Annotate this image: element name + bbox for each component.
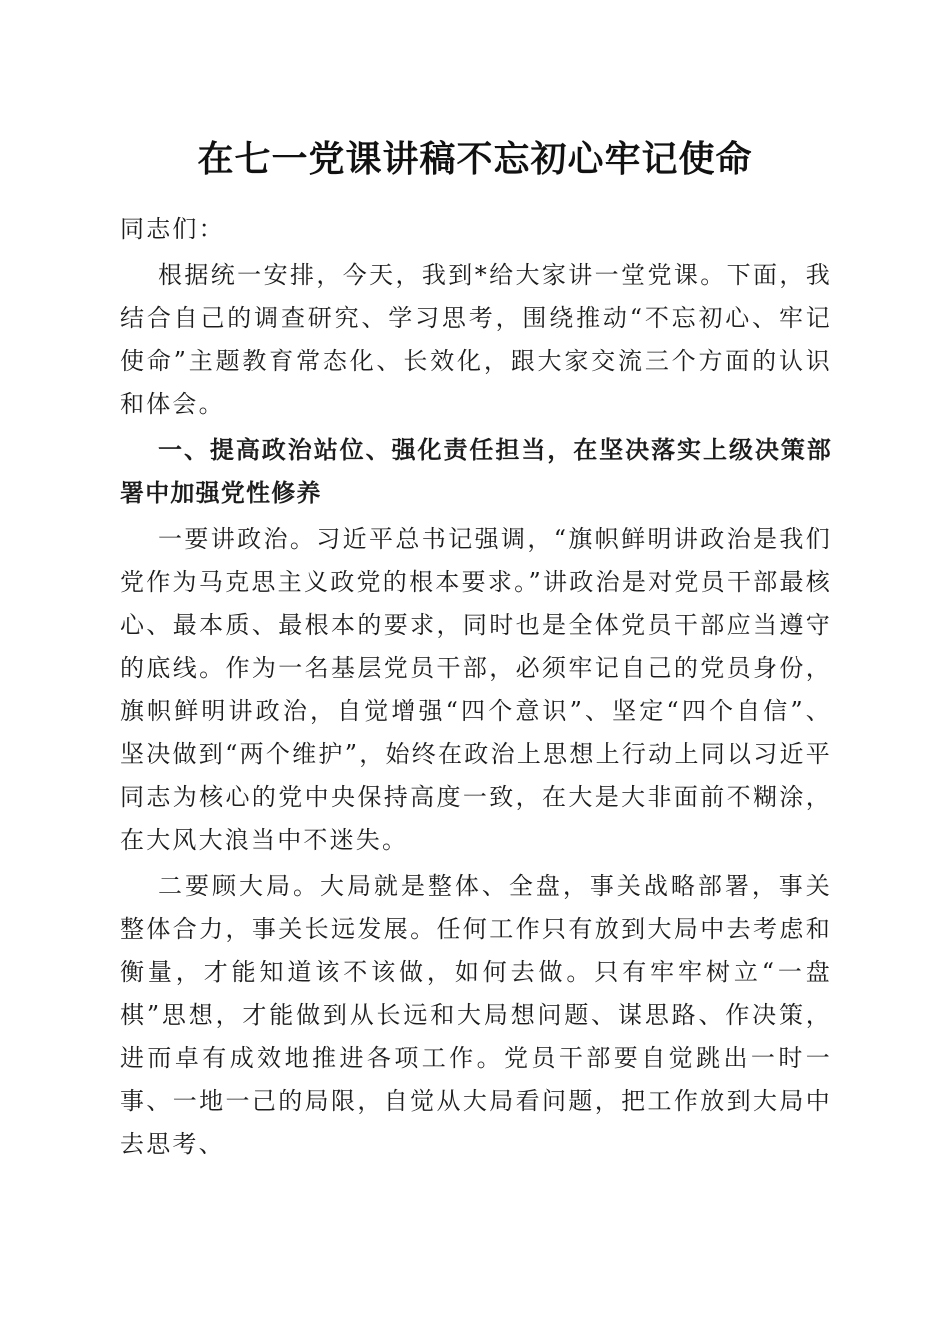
salutation: 同志们：	[120, 215, 225, 243]
big-picture-paragraph: 二要顾大局。大局就是整体、全盘，事关战略部署，事关整体合力，事关长远发展。任何工作只有放到大局中去考虑和衡量，才能知道该不该做，如何去做。只有牢牢树立“一盘棋”思想，才能做到从长远和大局想问题、谋思路、作决策，进而卓有成效地推进各项工作。党员干部要自觉跳出一时一事、一地一己的局限，自觉从大局看问题，把工作放到大局中去思考、	[120, 872, 832, 1158]
document-title: 在七一党课讲稿不忘初心牢记使命	[197, 138, 753, 180]
document-body	[120, 208, 832, 1169]
politics-paragraph: 一要讲政治。习近平总书记强调，“旗帜鲜明讲政治是我们党作为马克思主义政党的根本要求。”讲政治是对党员干部最核心、最本质、最根本的要求，同时也是全体党员干部应当遵守的底线。作为一名基层党员干部，必须牢记自己的党员身份，旗帜鲜明讲政治，自觉增强“四个意识”、坚定“四个自信”、坚决做到“两个维护”，始终在政治上思想上行动上同以习近平同志为核心的党中央保持高度一致，在大是大非面前不糊涂，在大风大浪当中不迷失。	[120, 525, 832, 854]
section-heading: 一、提高政治站位、强化责任担当，在坚决落实上级决策部署中加强党性修养	[120, 436, 832, 507]
intro-paragraph: 根据统一安排，今天，我到*给大家讲一堂党课。下面，我结合自己的调查研究、学习思考，围绕推动“不忘初心、牢记使命”主题教育常态化、长效化，跟大家交流三个方面的认识和体会。	[120, 261, 832, 418]
